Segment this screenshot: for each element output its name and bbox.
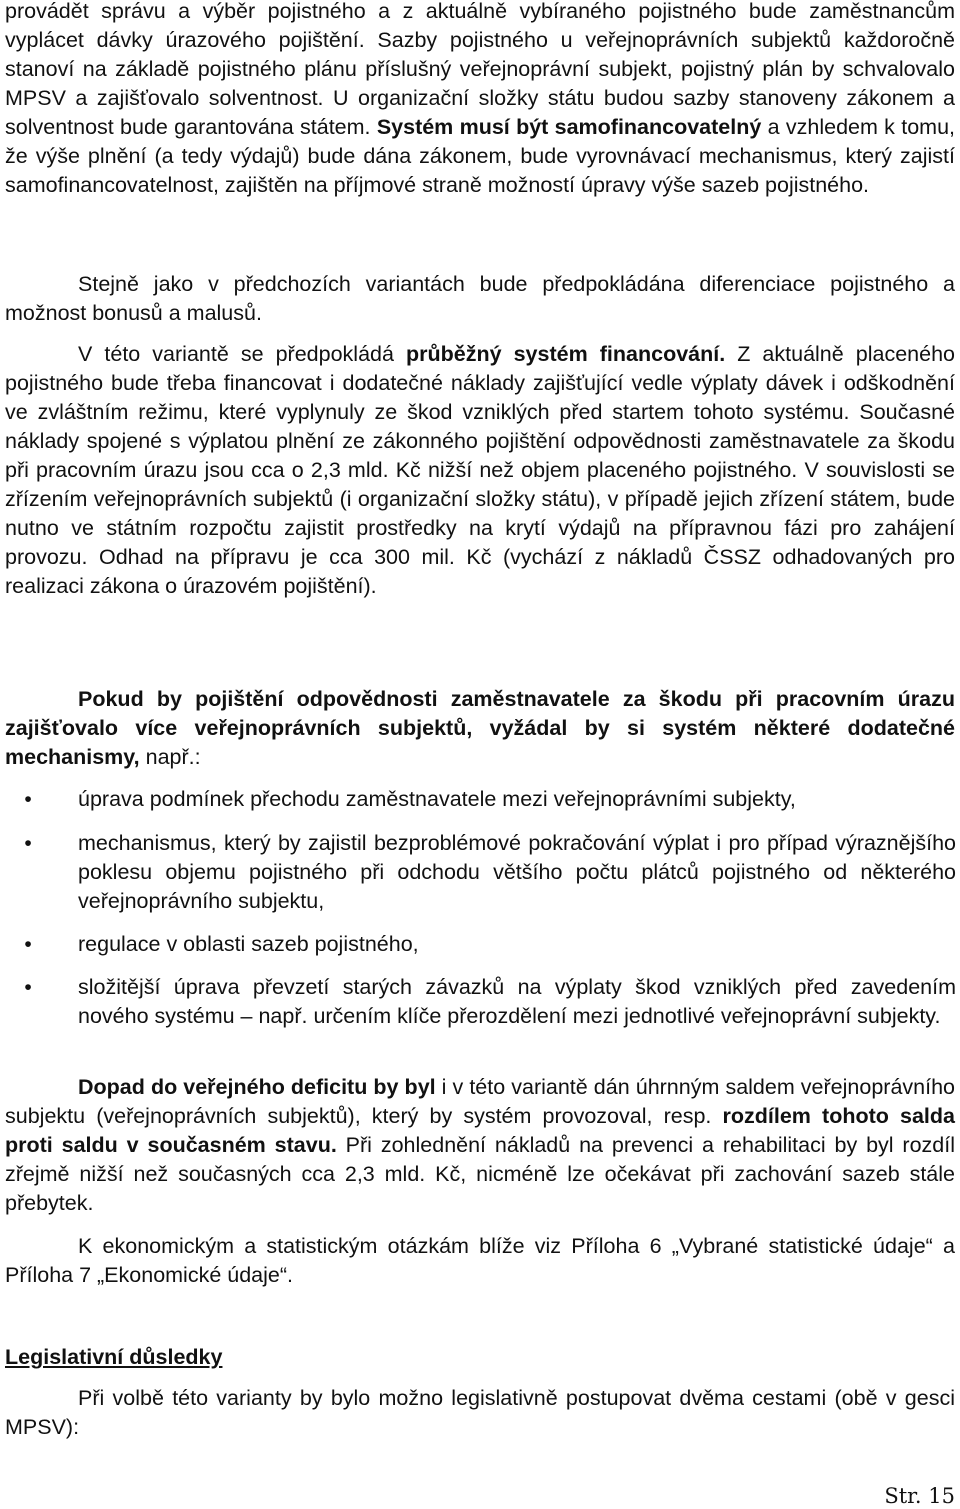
- paragraph-text: V této variantě se předpokládá: [78, 342, 406, 366]
- paragraph-text: a vzhledem k tomu, že výše plnění (a tedy výdajů) bude dána zákonem, bude vyrovnávací mechanismus, který zajistí samofinancovatelnost, zajištěn na příjmové straně možností úpravy výše sazeb pojistného.: [5, 115, 955, 197]
- paragraph-emphasis: průběžný systém financování.: [405, 342, 726, 366]
- paragraph-text: Z aktuálně placeného pojistného bude třeba financovat i dodatečné náklady zajišťující vedle výplaty dávek i odškodnění ve zvláštním režimu, které vyplynuly ze škod vzniklých před startem tohoto systému. Současné náklady spojené s výplatou plnění ze zákonného pojištění odpovědnosti zaměstnavatele za škodu při pracovním úrazu jsou cca o 2,3 mld. Kč nižší než objem placeného pojistného. V souvislosti se zřízením veřejnoprávních subjektů (i organizační složky státu), v případě jejich zřízení státem, bude nutno ve státním rozpočtu zajistit prostředky na krytí výdajů na přípravnou fázi pro zahájení provozu. Odhad na přípravu je cca 300 mil. Kč (vychází z nákladů ČSSZ odhadovaných pro realizaci zákona o úrazovém pojištění).: [5, 342, 955, 598]
- bullet-marker: •: [24, 832, 32, 855]
- bullet-marker: •: [24, 788, 32, 811]
- paragraph-differentiation: Stejně jako v předchozích variantách bude předpokládána diferenciace pojistného a možnost bonusů a malusů.: [5, 272, 955, 325]
- list-item-text: složitější úprava převzetí starých závazků na výplaty škod vzniklých před zavedením nového systému – např. určením klíče přerozdělení mezi jednotlivé veřejnoprávní subjekty.: [78, 975, 956, 1028]
- list-item: [24, 930, 956, 959]
- paragraph-emphasis: Systém musí být samofinancovatelný: [376, 115, 762, 139]
- paragraph-emphasis: Dopad do veřejného deficitu by byl: [78, 1075, 436, 1099]
- list-item-text: regulace v oblasti sazeb pojistného,: [78, 932, 419, 956]
- paragraph-deficit-impact: [5, 1073, 955, 1218]
- paragraph-text: Při zohlednění nákladů na prevenci a rehabilitaci by byl rozdíl zřejmě nižší než současných cca 2,3 mld. Kč, nicméně lze očekávat při zachování sazeb stále přebytek.: [5, 1133, 955, 1215]
- list-item-text: mechanismus, který by zajistil bezproblémové pokračování výplat i pro případ výraznějšího poklesu objemu pojistného při odchodu většího počtu plátců pojistného od některého veřejnoprávního subjektu,: [78, 831, 956, 913]
- list-item-text: úprava podmínek přechodu zaměstnavatele mezi veřejnoprávními subjekty,: [78, 787, 796, 811]
- bullet-marker: •: [24, 933, 32, 956]
- list-item: [24, 973, 956, 1031]
- paragraph-legislative-paths: Při volbě této varianty by bylo možno legislativně postupovat dvěma cestami (obě v gesci MPSV):: [5, 1386, 955, 1439]
- page-number: Str. 15: [884, 1484, 955, 1508]
- paragraph-insurance-administration: [5, 0, 955, 200]
- paragraph-text: např.:: [139, 745, 201, 769]
- paragraph-text: i v této variantě dán úhrnným saldem veřejnoprávního subjektu (veřejnoprávních subjektů), který by systém provozoval, resp.: [5, 1075, 955, 1128]
- paragraph-emphasis: Pokud by pojištění odpovědnosti zaměstnavatele za škodu při pracovním úrazu zajišťovalo více veřejnoprávních subjektů, vyžádal by si systém některé dodatečné mechanismy,: [5, 687, 955, 769]
- paragraph-multiple-subjects: [5, 685, 955, 772]
- bullet-marker: •: [24, 976, 32, 999]
- paragraph-text: provádět správu a výběr pojistného a z aktuálně vybíraného pojistného bude zaměstnancům vyplácet dávky úrazového pojištění. Sazby pojistného u veřejnoprávních subjektů každoročně stanoví na základě pojistného plánu příslušný veřejnoprávní subjekt, pojistný plán by schvalovalo MPSV a zajišťovalo solventnost. U organizační složky státu budou sazby stanoveny zákonem a solventnost bude garantována státem.: [5, 0, 955, 139]
- paragraph-emphasis: rozdílem tohoto salda proti saldu v současném stavu.: [5, 1104, 955, 1157]
- section-heading: Legislativní důsledky: [5, 1345, 223, 1369]
- list-item: [24, 785, 956, 814]
- paragraph-annex-reference: K ekonomickým a statistickým otázkám blíže viz Příloha 6 „Vybrané statistické údaje“ a Příloha 7 „Ekonomické údaje“.: [5, 1234, 955, 1287]
- list-item: [24, 829, 956, 916]
- paragraph-financing: [5, 340, 955, 601]
